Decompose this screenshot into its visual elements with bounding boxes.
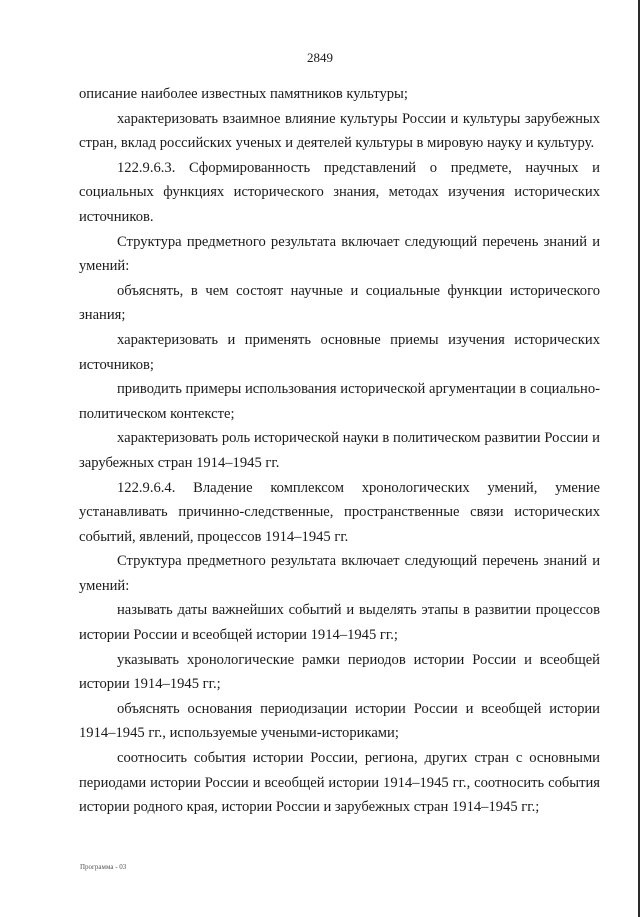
paragraph: соотносить события истории России, региона, других стран с основными периодами истории России и всеобщей истории 1914–1945 гг., соотносить события истории родного края, истории России и зарубежных стран 1914–1945 гг.; — [79, 750, 600, 816]
paragraph: называть даты важнейших событий и выделять этапы в развитии процессов истории России и всеобщей истории 1914–1945 гг.; — [79, 602, 600, 644]
paragraph: Структура предметного результата включает следующий перечень знаний и умений: — [79, 233, 600, 275]
paragraph: характеризовать и применять основные приемы изучения исторических источников; — [79, 331, 600, 373]
page-number: 2849 — [307, 50, 333, 65]
footer-label: Программа - 03 — [80, 863, 127, 871]
paragraph: объяснять, в чем состоят научные и социальные функции исторического знания; — [79, 282, 600, 324]
paragraph: Структура предметного результата включает следующий перечень знаний и умений: — [79, 553, 600, 594]
paragraph: 122.9.6.4. Владение комплексом хронологических умений, умение устанавливать причинно-следственные, пространственные связи исторических событий, явлений, процессов 1914–1945 гг. — [79, 479, 600, 545]
document-body — [79, 82, 600, 820]
paragraph: указывать хронологические рамки периодов истории России и всеобщей истории 1914–1945 гг.; — [79, 651, 600, 693]
paragraph: описание наиболее известных памятников культуры; — [79, 86, 408, 102]
paragraph: приводить примеры использования исторической аргументации в социально-политическом контексте; — [79, 381, 600, 422]
paragraph: характеризовать роль исторической науки в политическом развитии России и зарубежных стран 1914–1945 гг. — [79, 430, 600, 471]
paragraph: объяснять основания периодизации истории России и всеобщей истории 1914–1945 гг., используемые учеными-историками; — [79, 700, 600, 742]
paragraph: характеризовать взаимное влияние культуры России и культуры зарубежных стран, вклад российских ученых и деятелей культуры в мировую науку и культуру. — [79, 110, 600, 152]
paragraph: 122.9.6.3. Сформированность представлений о предмете, научных и социальных функциях исторического знания, методах изучения исторических источников. — [79, 159, 600, 225]
